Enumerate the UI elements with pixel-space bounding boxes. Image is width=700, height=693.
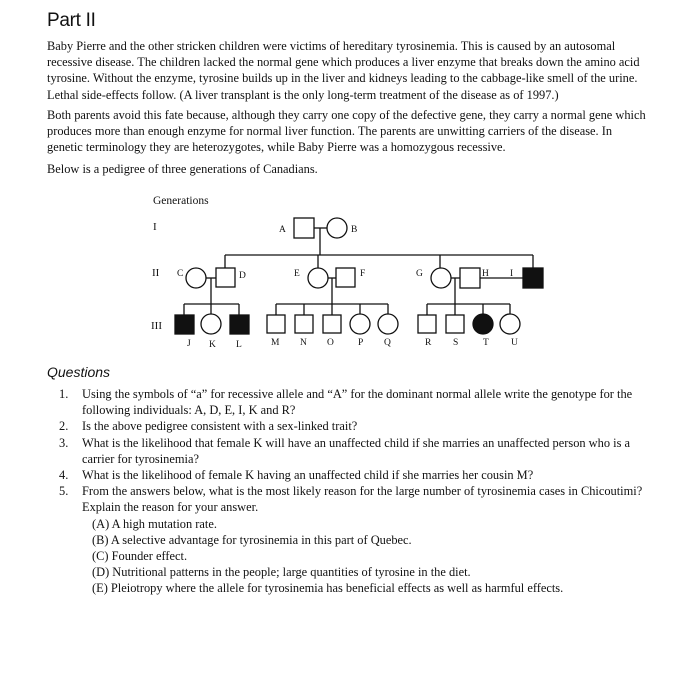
question-item xyxy=(47,467,657,483)
answer-option-e: (E) Pleiotropy where the allele for tyrosinemia has beneficial effects as well as harmful effects. xyxy=(92,581,564,596)
question-item xyxy=(47,418,657,434)
individual-J-male-affected xyxy=(175,315,194,334)
label-A: A xyxy=(279,225,286,235)
individual-G-female xyxy=(431,268,451,288)
question-number: 3. xyxy=(59,435,69,450)
intro-paragraph: Baby Pierre and the other stricken children were victims of hereditary tyrosinemia. This is caused by an autosomal recessive disease. The children lacked the normal gene which produces a liver enzyme that breaks down the amino acid tyrosine. Without the enzyme, tyrosine builds up in the liver and kidneys leading to the cabbage-like smell of the urine. Lethal side-effects follow. (A liver transplant is the only long-term treatment of the disease as of 1997.) xyxy=(47,39,640,102)
part-title: Part II xyxy=(47,10,96,31)
answer-option-b: (B) A selective advantage for tyrosinemia in this part of Quebec. xyxy=(92,532,412,547)
label-N: N xyxy=(300,338,307,348)
label-I: I xyxy=(510,269,514,279)
label-K: K xyxy=(209,340,216,350)
label-B: B xyxy=(351,225,358,235)
individual-A-male xyxy=(294,218,314,238)
label-E: E xyxy=(294,269,300,279)
individual-Q-female xyxy=(378,314,398,334)
label-F: F xyxy=(360,269,366,279)
individual-P-female xyxy=(350,314,370,334)
answer-option-a: (A) A high mutation rate. xyxy=(92,516,217,531)
individual-K-female xyxy=(201,314,221,334)
generation-label-II: II xyxy=(152,267,160,279)
individual-B-female xyxy=(327,218,347,238)
label-L: L xyxy=(236,340,242,350)
questions-heading: Questions xyxy=(47,364,111,380)
carriers-paragraph: Both parents avoid this fate because, although they carry one copy of the defective gene, they carry a normal gene which produces more than enough enzyme for normal liver function. The parents are unwitting carriers of the disease. In genetic terminology they are heterozygotes, while Baby Pierre was a homozygous recessive. xyxy=(47,108,646,155)
pedigree-chart xyxy=(140,188,560,363)
individual-N-male xyxy=(295,315,313,333)
individual-E-female xyxy=(308,268,328,288)
label-U: U xyxy=(511,338,518,348)
individual-O-male xyxy=(323,315,341,333)
question-text: From the answers below, what is the most likely reason for the large number of tyrosinemia cases in Chicoutimi?Explain the reason for your answer. xyxy=(82,484,643,515)
label-P: P xyxy=(358,338,364,348)
question-text: What is the likelihood that female K will have an unaffected child if she marries an unaffected person who is a carrier for tyrosinemia? xyxy=(82,435,630,466)
question-number: 1. xyxy=(59,387,69,401)
individual-M-male xyxy=(267,315,285,333)
question-text: Is the above pedigree consistent with a sex-linked trait? xyxy=(82,419,358,434)
individual-R-male xyxy=(418,315,436,333)
pedigree-heading: Generations xyxy=(153,195,209,207)
question-number: 5. xyxy=(59,484,69,499)
generation-label-I: I xyxy=(153,221,157,233)
individual-C-female xyxy=(186,268,206,288)
label-H: H xyxy=(482,269,489,279)
question-text: What is the likelihood of female K having an unaffected child if she marries her cousin M? xyxy=(82,468,534,483)
answer-option-c: (C) Founder effect. xyxy=(92,549,188,564)
question-number: 2. xyxy=(59,419,69,434)
label-C: C xyxy=(177,269,184,279)
individual-L-male-affected xyxy=(230,315,249,334)
label-G: G xyxy=(416,269,423,279)
individual-I-male-affected xyxy=(523,268,543,288)
answer-option-d: (D) Nutritional patterns in the people; large quantities of tyrosine in the diet. xyxy=(92,565,471,580)
label-Q: Q xyxy=(384,338,391,348)
question-item xyxy=(47,483,657,596)
individual-D-male xyxy=(216,268,235,287)
label-R: R xyxy=(425,338,432,348)
label-J: J xyxy=(187,339,191,349)
individual-F-male xyxy=(336,268,355,287)
individual-U-female xyxy=(500,314,520,334)
answer-options xyxy=(82,516,657,597)
individual-S-male xyxy=(446,315,464,333)
label-D: D xyxy=(239,271,246,281)
question-number: 4. xyxy=(59,468,69,483)
individual-T-female-affected xyxy=(473,314,493,334)
generation-label-III: III xyxy=(151,320,162,332)
label-S: S xyxy=(453,338,459,348)
label-O: O xyxy=(327,338,334,348)
label-M: M xyxy=(271,338,280,348)
question-item xyxy=(47,435,657,467)
individual-H-male xyxy=(460,268,480,288)
questions-list xyxy=(47,386,657,597)
question-item xyxy=(47,386,657,418)
question-text: Using the symbols of “a” for recessive allele and “A” for the dominant normal allele write the genotype for the following individuals: A, D, E, I, K and R? xyxy=(82,387,633,418)
label-T: T xyxy=(483,338,489,348)
pedigree-intro: Below is a pedigree of three generations of Canadians. xyxy=(47,162,318,176)
